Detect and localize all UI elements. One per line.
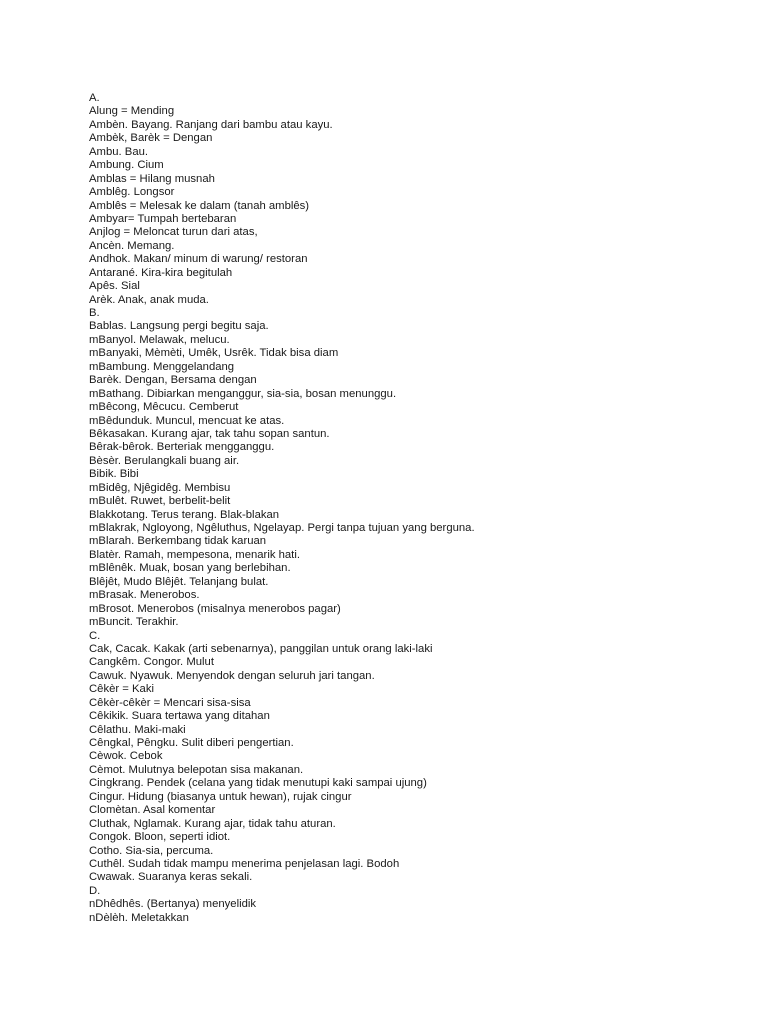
glossary-entry: Cluthak, Nglamak. Kurang ajar, tidak tahu aturan.: [89, 817, 336, 830]
glossary-entry: Bêkasakan. Kurang ajar, tak tahu sopan santun.: [89, 427, 330, 440]
glossary-entry: Bèsèr. Berulangkali buang air.: [89, 454, 240, 467]
glossary-entry: Alung = Mending: [89, 105, 175, 118]
glossary-entry: Blatèr. Ramah, mempesona, menarik hati.: [89, 548, 300, 561]
glossary-entry: Ambung. Cium: [89, 159, 164, 172]
glossary-entry: Cèwok. Cebok: [89, 750, 163, 763]
glossary-entry: mBanyol. Melawak, melucu.: [89, 333, 230, 346]
glossary-entry: Clomètan. Asal komentar: [89, 804, 216, 817]
glossary-entry: Cwawak. Suaranya keras sekali.: [89, 871, 253, 884]
glossary-entry: Ambèk, Barèk = Dengan: [89, 132, 213, 145]
section-heading: D.: [89, 884, 101, 897]
glossary-entry: Cingur. Hidung (biasanya untuk hewan), rujak cingur: [89, 790, 352, 803]
glossary-entry: Cêkèr = Kaki: [89, 683, 154, 696]
glossary-entry: nDèlèh. Meletakkan: [89, 911, 189, 924]
glossary-entry: Cêkèr-cêkèr = Mencari sisa-sisa: [89, 696, 251, 709]
glossary-entry: mBanyaki, Mèmèti, Umêk, Usrêk. Tidak bisa diam: [89, 347, 339, 360]
glossary-entry: Blakkotang. Terus terang. Blak-blakan: [89, 508, 280, 521]
glossary-entry: Cêlathu. Maki-maki: [89, 723, 186, 736]
glossary-entry: mBuncit. Terakhir.: [89, 616, 179, 629]
glossary-entry: mBathang. Dibiarkan menganggur, sia-sia, bosan menunggu.: [89, 387, 397, 400]
glossary-entry: Arèk. Anak, anak muda.: [89, 293, 209, 306]
glossary-entry: Ancèn. Memang.: [89, 239, 175, 252]
glossary-entry: mBrosot. Menerobos (misalnya menerobos pagar): [89, 602, 341, 615]
glossary-entry: Cèmot. Mulutnya belepotan sisa makanan.: [89, 763, 304, 776]
glossary-entry: nDhêdhês. (Bertanya) menyelidik: [89, 898, 257, 911]
glossary-entry: mBlênêk. Muak, bosan yang berlebihan.: [89, 562, 291, 575]
glossary-entry: Cuthêl. Sudah tidak mampu menerima penjelasan lagi. Bodoh: [89, 857, 400, 870]
glossary-entry: mBulêt. Ruwet, berbelit-belit: [89, 495, 231, 508]
glossary-entry: Cak, Cacak. Kakak (arti sebenarnya), panggilan untuk orang laki-laki: [89, 642, 433, 655]
glossary-entry: Amblas = Hilang musnah: [89, 172, 215, 185]
glossary-entry: Blêjêt, Mudo Blêjêt. Telanjang bulat.: [89, 575, 269, 588]
glossary-entry: Cêkikik. Suara tertawa yang ditahan: [89, 710, 270, 723]
glossary-entry: Apês. Sial: [89, 280, 140, 293]
glossary-entry: Bêrak-bêrok. Berteriak mengganggu.: [89, 441, 275, 454]
section-heading: A.: [89, 92, 100, 104]
glossary-entry: Bablas. Langsung pergi begitu saja.: [89, 320, 269, 333]
glossary-entry: mBrasak. Menerobos.: [89, 589, 200, 602]
glossary-entry: Ambèn. Bayang. Ranjang dari bambu atau kayu.: [89, 118, 333, 131]
glossary-entry: mBlakrak, Ngloyong, Ngêluthus, Ngelayap. Pergi tanpa tujuan yang berguna.: [89, 522, 475, 534]
glossary-entry: mBidêg, Njêgidêg. Membisu: [89, 481, 231, 494]
glossary-entry: Barèk. Dengan, Bersama dengan: [89, 374, 257, 387]
glossary-entry: Cotho. Sia-sia, percuma.: [89, 844, 214, 857]
glossary-entry: Cingkrang. Pendek (celana yang tidak menutupi kaki sampai ujung): [89, 777, 427, 790]
glossary-entry: Cêngkal, Pêngku. Sulit diberi pengertian.: [89, 737, 294, 749]
glossary-entry: mBêcong, Mêcucu. Cemberut: [89, 401, 239, 414]
glossary-entry: Ambyar= Tumpah bertebaran: [89, 212, 237, 225]
section-heading: B.: [89, 307, 100, 319]
glossary-entry: Bibik. Bibi: [89, 468, 139, 481]
glossary-entry: mBambung. Menggelandang: [89, 360, 235, 373]
glossary-entry: Congok. Bloon, seperti idiot.: [89, 831, 231, 844]
section-heading: C.: [89, 629, 101, 642]
glossary-entry: Amblêg. Longsor: [89, 186, 175, 199]
glossary-entry: Ambu. Bau.: [89, 145, 149, 158]
glossary-entry: Andhok. Makan/ minum di warung/ restoran: [89, 253, 308, 266]
glossary-entry: Cangkêm. Congor. Mulut: [89, 656, 214, 669]
glossary-entry: Cawuk. Nyawuk. Menyendok dengan seluruh jari tangan.: [89, 669, 375, 682]
glossary-entry: Amblês = Melesak ke dalam (tanah amblês): [89, 199, 310, 212]
glossary-entry: Anjlog = Meloncat turun dari atas,: [89, 226, 258, 239]
glossary-entry: Antarané. Kira-kira begitulah: [89, 266, 233, 279]
glossary-entry: mBêdunduk. Muncul, mencuat ke atas.: [89, 414, 285, 427]
glossary-text: [89, 92, 749, 925]
glossary-entry: mBlarah. Berkembang tidak karuan: [89, 535, 267, 548]
